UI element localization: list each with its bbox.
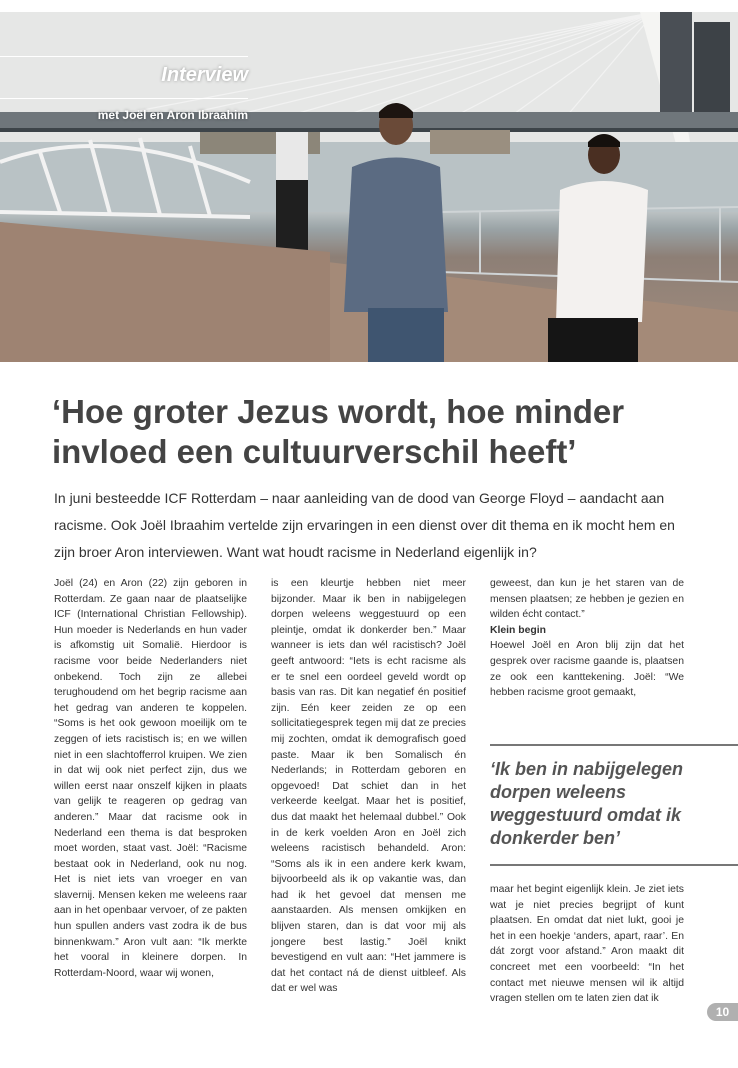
- page-number: 10: [707, 1003, 738, 1021]
- body-column-1: [54, 576, 247, 981]
- section-kicker: Interview: [161, 64, 248, 86]
- body-paragraph-continued: maar het begint eigenlijk klein. Je ziet iets wat je niet precies begrijpt of kunt plaatsen. En omdat dat niet lukt, gooi je het in een hoekje ‘anders, apart, raar’. En dát zorgt voor afstand.” Aron maakt dit concreet met een voorbeeld: “In het contact met nieuwe mensen wil ik altijd vragen stellen om te laten zien dat ik: [490, 884, 684, 1005]
- article-headline: ‘Hoe groter Jezus wordt, hoe minder invloed een cultuurverschil heeft’: [52, 393, 625, 470]
- body-paragraph: Hoewel Joël en Aron blij zijn dat het gesprek over racisme gaande is, plaatsen ze ook een kanttekening. Joël: “We hebben racisme groot gemaakt,: [490, 640, 684, 699]
- hero-bottom-rule: [0, 98, 248, 99]
- pull-quote: [490, 744, 738, 866]
- body-column-3: [490, 576, 684, 701]
- body-paragraph: Joël (24) en Aron (22) zijn geboren in Rotterdam. Ze gaan naar de plaatselijke ICF (International Christian Fellowship). Hun moeder is Nederlands en hun vader is afkomstig uit Somalië. Hierdoor is racisme voor beide Nederlanders niet onbekend. Toch zijn ze allebei terughoudend om het begrip racisme aan het gedrag van anderen te koppelen. “Soms is het ook gewoon moeilijk om te zeggen of iets racistisch is; en we willen niet in een slachtofferrol kruipen. We zien in dat wij ook niet perfect zijn, dus we willen eerst naar onszelf kijken in plaats van gelijk te reageren op gedrag van anderen.” Maar dat racisme ook in Nederland een thema is dat besproken moet worden, staat vast. Joël: “Racisme bestaat ook in Nederland, ook nu nog. Het is niet iets van vroeger en van slavernij. Mensen keken me weleens raar aan in het openbaar vervoer, of ze pakten hun spullen anders vast zodra ik de bus binnenkwam.” Aron vult aan: “Ik merkte het vooral in kleinere dorpen. In Rotterdam-Noord, waar wij wonen,: [54, 578, 247, 979]
- body-paragraph: is een kleurtje hebben niet meer bijzonder. Maar ik ben in nabijgelegen dorpen weleens weggestuurd op een pleintje, omdat ik donkerder ben.” Maar wanneer is iets dan wél racistisch? Joël geeft antwoord: “Iets is echt racisme als er te snel een oordeel geveld wordt op basis van ras. Dit kan negatief én positief zijn. Eén keer zeiden ze op een sollicitatiegesprek tegen mij dat ze precies mij zochten, omdat ik demografisch goed paste. Maar ik ben Somalisch én Nederlands; in Rotterdam geboren en opgevoed! Dat schiet dan in het verkeerde keelgat. Maar het is positief, dus dat maakt het helemaal dubbel.” Ook in de kerk voelden Aron en Joël zich weleens racistisch behandeld. Aron: “Soms als ik in een andere kerk kwam, bijvoorbeeld als ik op vakantie was, dan had ik het gevoel dat mensen me aanstaarden. Als mensen omkijken en blijven staren, dan is dat voor mij als jongere best lastig.” Joël knikt bevestigend en vult aan: “Het jammere is dat het contact ná de dienst uitbleef. Als dat er wel was: [271, 578, 466, 995]
- body-paragraph: geweest, dan kun je het staren van de mensen plaatsen; ze hebben je gezien en wilden écht contact.”: [490, 578, 684, 621]
- section-subtitle: met Joël en Aron Ibraahim: [97, 108, 248, 122]
- article-intro: In juni besteedde ICF Rotterdam – naar aanleiding van de dood van George Floyd – aandacht aan racisme. Ook Joël Ibraahim vertelde zijn ervaringen in een dienst over dit thema en ik mocht hem en zijn broer Aron interviewen. Want wat houdt racisme in Nederland eigenlijk in?: [54, 490, 675, 560]
- body-column-2: [271, 576, 466, 997]
- section-subheading: Klein begin: [490, 624, 546, 636]
- hero-top-rule: [0, 56, 248, 57]
- hero-photo: [0, 12, 738, 362]
- pull-quote-text: ‘Ik ben in nabijgelegen dorpen weleens weggestuurd omdat ik donkerder ben’: [490, 759, 684, 848]
- hero-photo-illustration: [0, 12, 738, 362]
